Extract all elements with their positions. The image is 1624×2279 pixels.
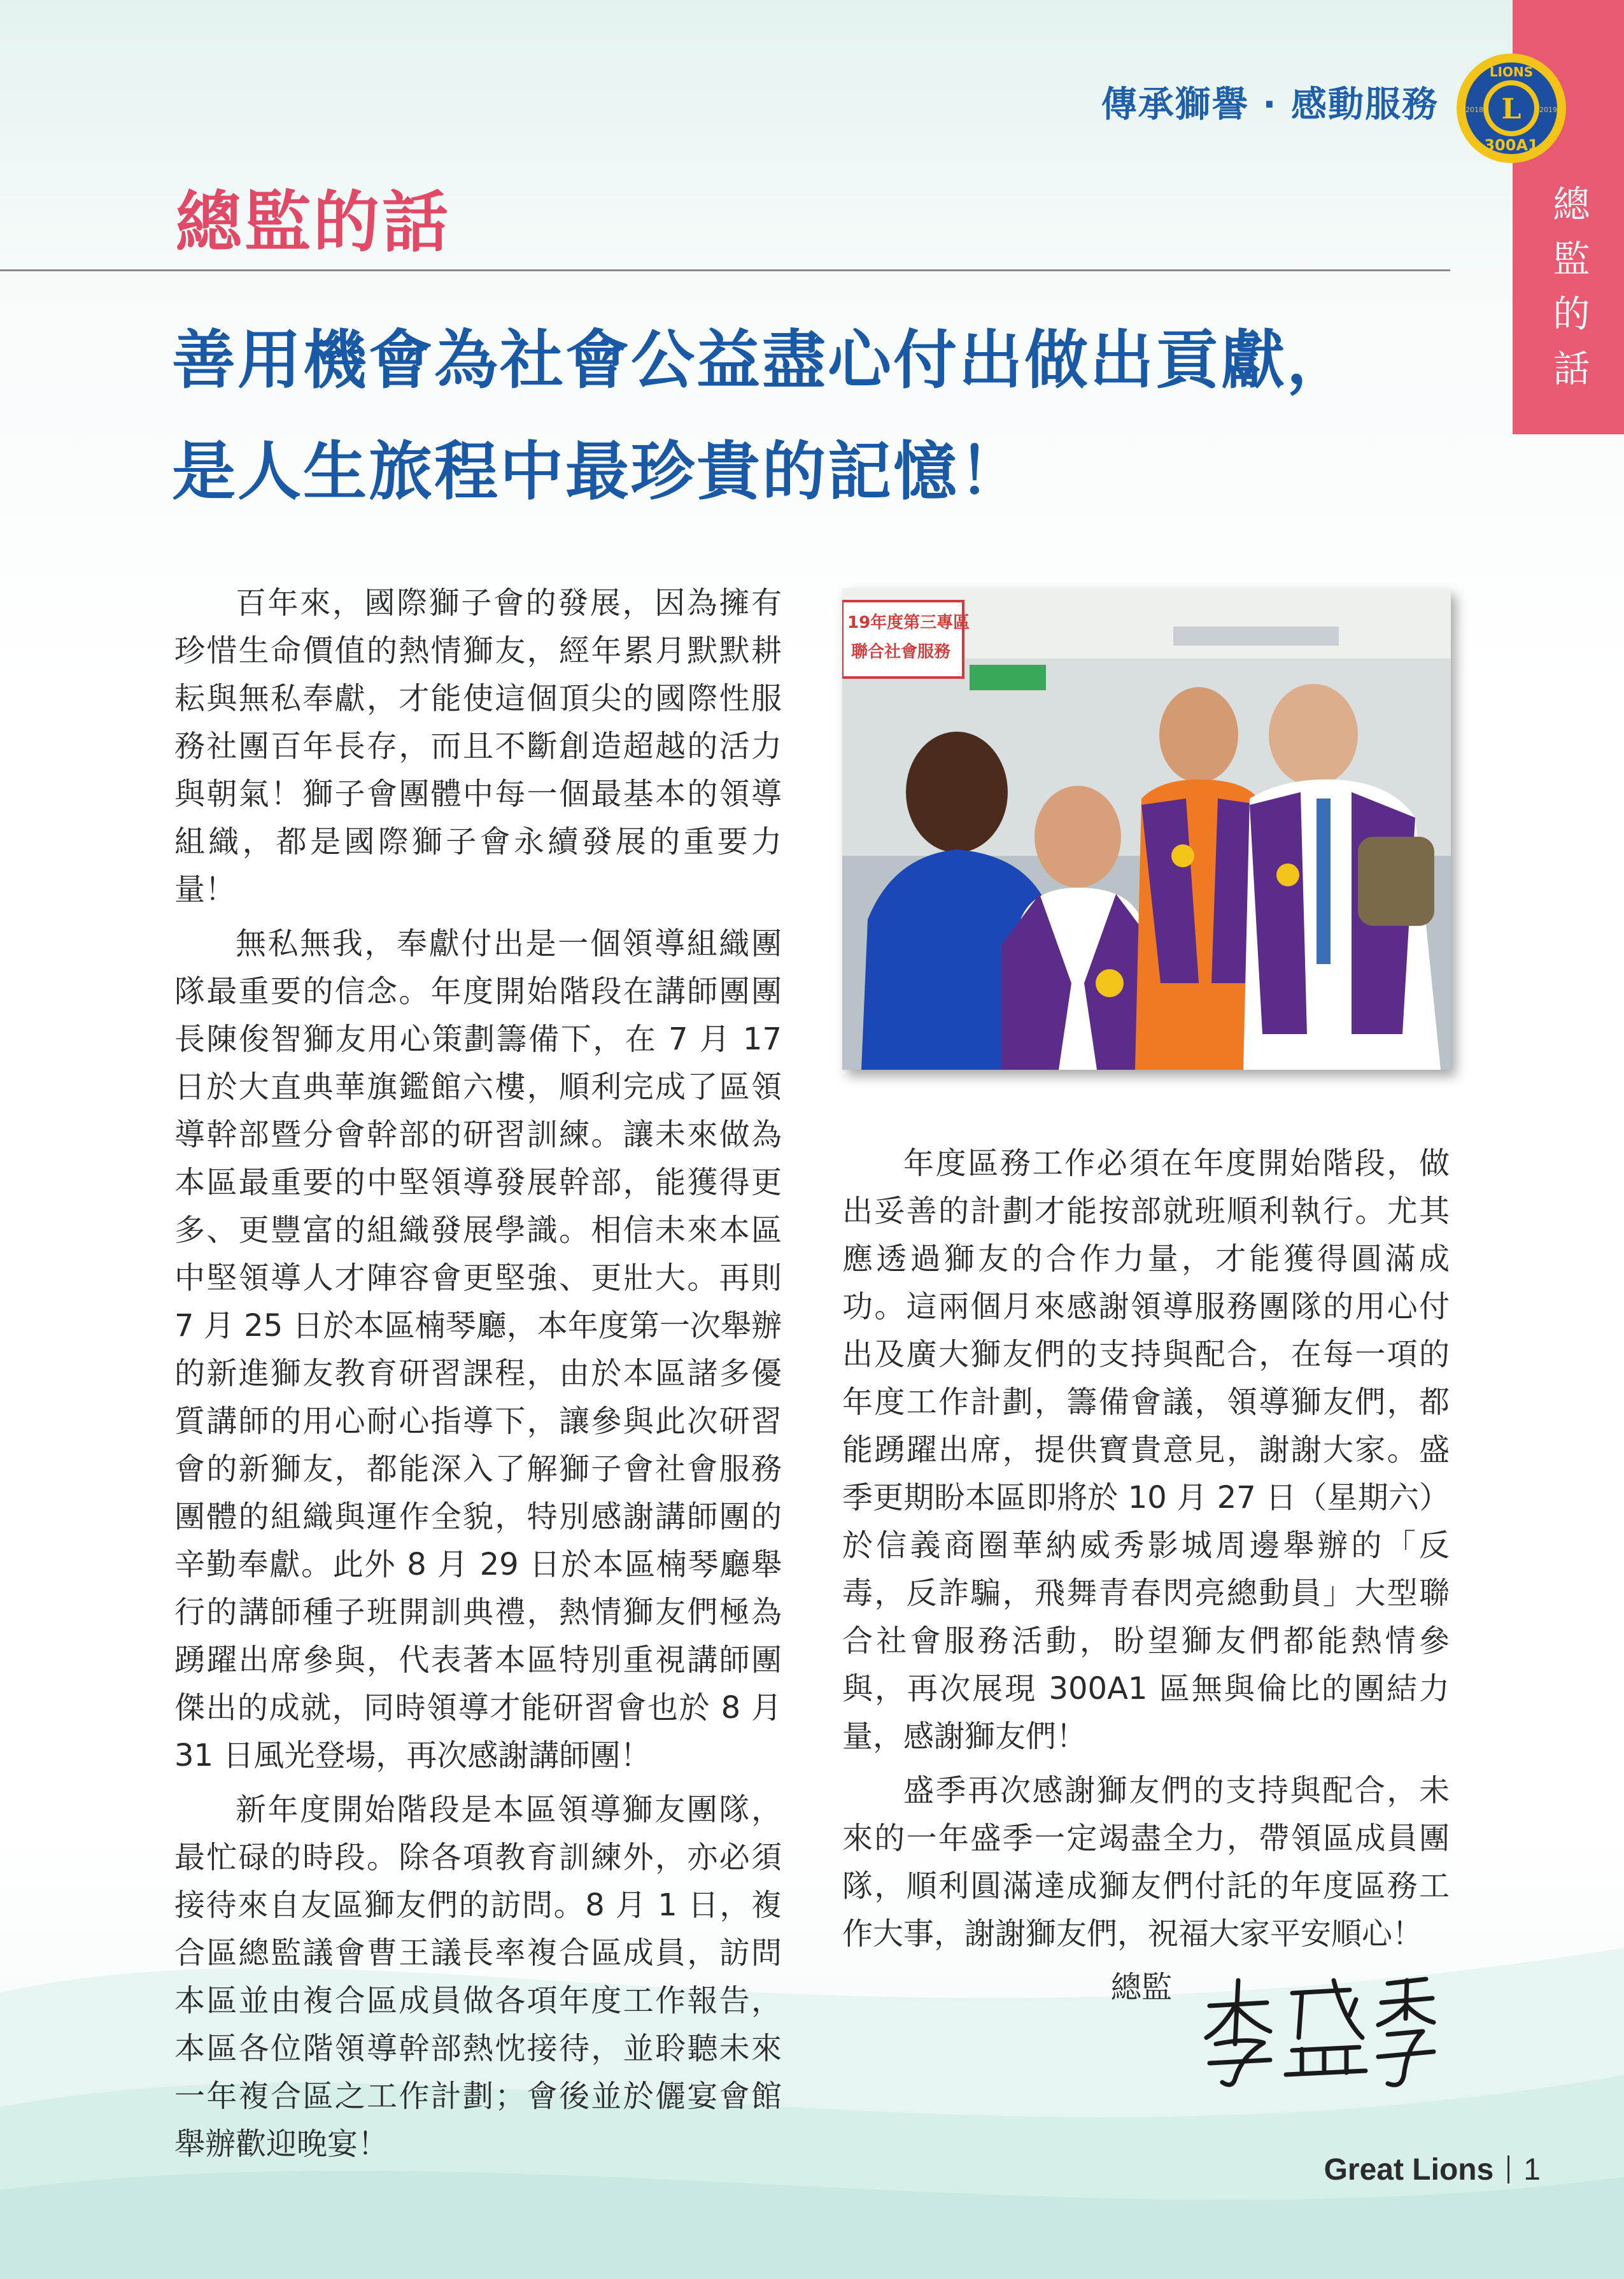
article-left-column — [174, 579, 782, 2175]
lions-club-logo — [1454, 51, 1569, 166]
article-right-column — [842, 1140, 1450, 1964]
headline — [172, 304, 1477, 527]
banner-line-2: 聯合社會服務 — [851, 643, 951, 662]
svg-text:L: L — [1501, 93, 1522, 125]
page-footer — [1299, 2152, 1541, 2187]
page-number: 1 — [1523, 2153, 1541, 2187]
headline-line-1: 善用機會為社會公益盡心付出做出貢獻， — [172, 323, 1352, 397]
signature-title: 總監 — [1111, 1970, 1173, 2005]
paragraph: 盛季再次感謝獅友們的支持與配合，未來的一年盛季一定竭盡全力，帶領區成員團隊，順利圓滿達成獅友們付託的年度區務工作大事，謝謝獅友們，祝福大家平安順心！ — [842, 1773, 1450, 1952]
paragraph: 百年來，國際獅子會的發展，因為擁有珍惜生命價值的熱情獅友，經年累月默默耕耘與無私奉獻，才能使這個頂尖的國際性服務社團百年長存，而且不斷創造超越的活力與朝氣！獅子會團體中每一個最基本的領導組織，都是國際獅子會永續發展的重要力量！ — [174, 585, 782, 907]
paragraph: 無私無我，奉獻付出是一個領導組織團隊最重要的信念。年度開始階段在講師團團長陳俊智獅友用心策劃籌備下，在 7 月 17 日於大直典華旗鑑館六樓，順利完成了區領導幹部暨分會幹部的研習訓練。讓未來做為本區最重要的中堅領導發展幹部，能獲得更多、更豐富的組織發展學識。相信未來本區中堅領導人才陣容會更堅強、更壯大。再則 7 月 25 日於本區楠琴廳，本年度第一次舉辦的新進獅友教育研習課程，由於本區諸多優質講師的用心耐心指導下，讓參與此次研習會的新獅友，都能深入了解獅子會社會服務團體的組織與運作全貌，特別感謝講師團的辛勤奉獻。此外 8 月 29 日於本區楠琴廳舉行的講師種子班開訓典禮，熱情獅友們極為踴躍出席參與，代表著本區特別重視講師團傑出的成就，同時領導才能研習會也於 8 月 31 日風光登場，再次感謝講師團！ — [174, 926, 782, 1773]
magazine-brand: Great Lions — [1324, 2153, 1494, 2187]
svg-text:300A1: 300A1 — [1484, 136, 1539, 154]
section-title: 總監的話 — [176, 183, 451, 261]
event-photo — [842, 588, 1451, 1070]
svg-text:2019: 2019 — [1539, 106, 1557, 114]
side-tab-label: 總監的話 — [1546, 185, 1590, 404]
title-divider — [0, 269, 1450, 271]
paragraph: 新年度開始階段是本區領導獅友團隊，最忙碌的時段。除各項教育訓練外，亦必須接待來自友區獅友們的訪問。8 月 1 日，複合區總監議會曹王議長率複合區成員，訪問本區並由複合區成員做各項年度工作報告，本區各位階領導幹部熱忱接待，並聆聽未來一年複合區之工作計劃；會後並於儷宴會館舉辦歡迎晚宴！ — [174, 1792, 782, 2162]
svg-text:2018: 2018 — [1465, 106, 1483, 114]
footer-separator — [1507, 2155, 1509, 2183]
svg-text:LIONS: LIONS — [1489, 64, 1534, 80]
headline-line-2: 是人生旅程中最珍貴的記憶！ — [172, 434, 1024, 509]
paragraph: 年度區務工作必須在年度開始階段，做出妥善的計劃才能按部就班順利執行。尤其應透過獅友的合作力量，才能獲得圓滿成功。這兩個月來感謝領導服務團隊的用心付出及廣大獅友們的支持與配合，在每一項的年度工作計劃，籌備會議，領導獅友們，都能踴躍出席，提供寶貴意見，謝謝大家。盛季更期盼本區即將於 10 月 27 日（星期六）於信義商圈華納威秀影城周邊舉辦的「反毒，反詐騙，飛舞青春閃亮總動員」大型聯合社會服務活動，盼望獅友們都能熱情參與，再次展現 300A1 區無與倫比的團結力量，感謝獅友們！ — [842, 1146, 1450, 1754]
handwritten-signature — [1197, 1968, 1439, 2095]
banner-line-1: 19年度第三專區 — [847, 613, 970, 632]
tagline: 傳承獅譽 · 感動服務 — [1101, 84, 1439, 125]
